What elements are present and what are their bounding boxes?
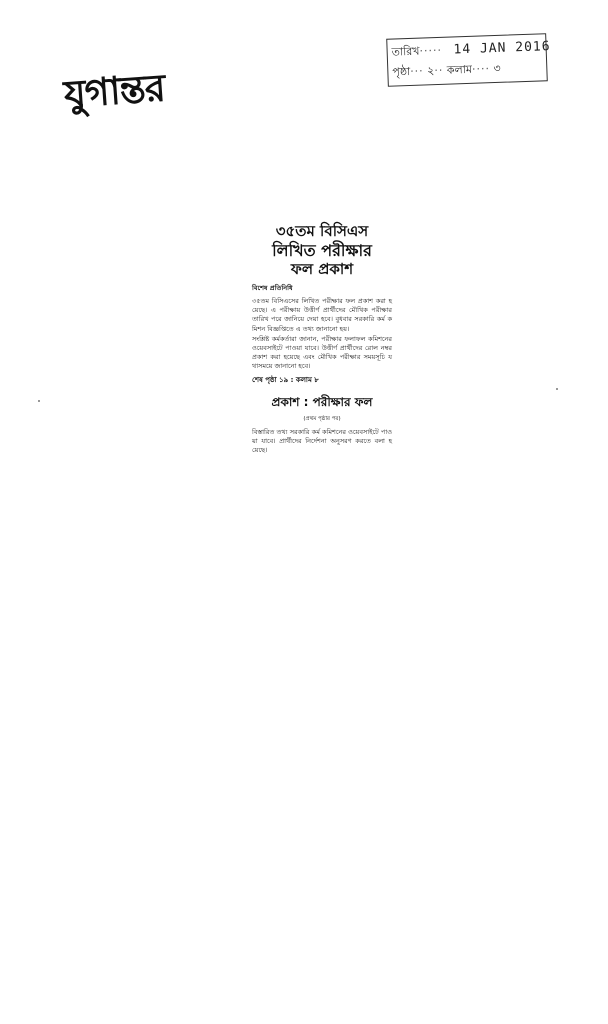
news-clipping bbox=[252, 222, 392, 650]
continuation-body bbox=[252, 428, 392, 456]
stamp-page-row: পৃষ্ঠা··· ২·· কলাম···· ৩ bbox=[392, 61, 501, 79]
stamp-date-row: তারিখ····· 14 JAN 2016 bbox=[391, 39, 551, 59]
stamp-column-label: কলাম bbox=[446, 62, 473, 77]
continued-note: শেষ পৃষ্ঠা ১৯ : কলাম ৮ bbox=[252, 375, 319, 384]
scan-speck bbox=[38, 400, 40, 402]
date-stamp bbox=[386, 33, 551, 87]
continuation-note: (প্রথম পৃষ্ঠার পর) bbox=[303, 415, 341, 422]
stamp-page-value: ২ bbox=[426, 64, 435, 78]
tail-paragraph: বিস্তারিত তথ্য সরকারি কর্ম কমিশনের ওয়েবসাইটে পাওয়া যাবে। প্রার্থীদের নির্দেশনা অনুসরণ করতে বলা হয়েছে। bbox=[252, 427, 392, 455]
stamp-date-label: তারিখ bbox=[391, 44, 420, 59]
article-byline: বিশেষ প্রতিনিধি bbox=[252, 284, 293, 292]
stamp-page-label: পৃষ্ঠা bbox=[392, 64, 411, 79]
headline-line-1: ৩৫তম বিসিএস bbox=[275, 222, 369, 240]
article-headline bbox=[252, 222, 392, 279]
stamp-date-value: 14 JAN 2016 bbox=[453, 39, 551, 58]
headline-line-3: ফল প্রকাশ bbox=[290, 260, 354, 278]
article-body bbox=[252, 297, 392, 372]
body-paragraph-2: সংশ্লিষ্ট কর্মকর্তারা জানান, পরীক্ষার ফলাফল কমিশনের ওয়েবসাইটে পাওয়া যাবে। উত্তীর্ণ প্রার্থীদের রোল নম্বর প্রকাশ করা হয়েছে এবং মৌখিক পরীক্ষার সময়সূচি যথাসময়ে জানানো হবে। bbox=[252, 334, 392, 371]
stamp-column-value: ৩ bbox=[493, 61, 501, 76]
body-paragraph-1: ৩৫তম বিসিএসের লিখিত পরীক্ষার ফল প্রকাশ করা হয়েছে। এ পরীক্ষায় উত্তীর্ণ প্রার্থীদের মৌখিক পরীক্ষার তারিখ পরে জানিয়ে দেয়া হবে। বুধবার সরকারি কর্ম কমিশন বিজ্ঞপ্তিতে এ তথ্য জানানো হয়। bbox=[252, 297, 392, 333]
headline-line-2: লিখিত পরীক্ষার bbox=[272, 241, 372, 260]
scan-speck bbox=[556, 388, 558, 390]
newspaper-masthead: যুগান্তর bbox=[62, 64, 167, 117]
continuation-subhead: প্রকাশ : পরীক্ষার ফল bbox=[271, 394, 373, 409]
